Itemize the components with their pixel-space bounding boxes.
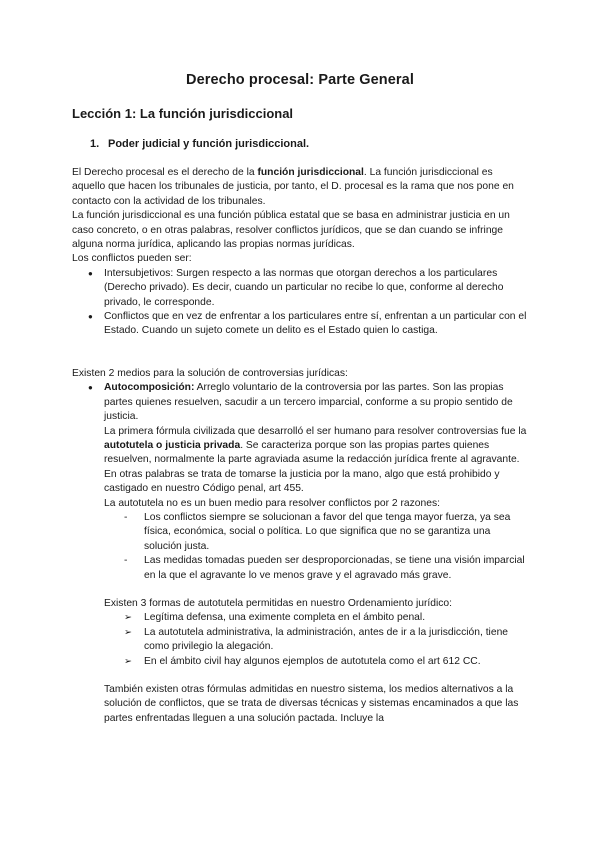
section-heading	[90, 138, 309, 150]
reasons-list	[104, 511, 528, 583]
bold-term: Autocomposición:	[104, 382, 195, 394]
forms-intro: Existen 3 formas de autotutela permitidas en nuestro Ordenamiento jurídico:	[104, 597, 452, 609]
intro-paragraph-2: La función jurisdiccional es una función pública estatal que se basa en administrar justicia en un caso concreto, o en otras palabras, resolver conflictos jurídicos, que se dan cuando se infringe alguna norma jurídica, aplicando las propias normas jurídicas.	[72, 210, 510, 251]
forms-list	[104, 611, 528, 669]
list-item: ● Conflictos que en vez de enfrentar a los particulares entre sí, enfrentan a un particular con el Estado. Cuando un sujeto comete un delito es el Estado quien lo castiga.	[72, 310, 528, 339]
final-paragraph: También existen otras fórmulas admitidas en nuestro sistema, los medios alternativos a la solución de conflictos, que se trata de diversas técnicas y sistemas encaminados a que las partes enfrentadas lleguen a una solución pactada. Incluye la	[104, 684, 519, 724]
list-item: ➢ En el ámbito civil hay algunos ejemplos de autotutela como el art 612 CC.	[104, 655, 528, 669]
list-item: ● Autocomposición: Arreglo voluntario de la controversia por las partes. Son las propias partes quienes resuelven, sacudir a un tercero imparcial, conforme a su propio sentido de justicia. La primera fórmula civilizada que desarrolló el ser humano para resolver controversias fue la autotutela o justicia privada. Se caracteriza porque son las propias partes quienes resuelven, normalmente la parte agraviada asume la redacción jurídica frente al agravante. En otras palabras se trata de tomarse la justicia por la mano, algo que está prohibido y castigado en nuestro Código penal, art 455. La autotutela no es un buen medio para resolver conflictos por 2 razones: - Los conflictos siempre se solucionan a favor del que tenga mayor fuerza, ya sea física, económica, social o política. Lo que significa que no se garantiza una solución justa. - Las medidas tomadas pueden ser desproporcionadas, se tiene una visión imparcial en la que el agravante lo ve menos grave y el agravado más grave.	[72, 381, 528, 583]
means-intro: Existen 2 medios para la solución de controversias jurídicas:	[72, 367, 348, 379]
intro-paragraph-3: Los conflictos pueden ser:	[72, 253, 192, 265]
bold-term: autotutela o justicia privada	[104, 439, 241, 451]
document-body	[72, 166, 528, 726]
forms-block	[72, 597, 528, 726]
list-item: - Los conflictos siempre se solucionan a favor del que tenga mayor fuerza, ya sea física, económica, social o política. Lo que significa que no se garantiza una solución justa.	[104, 511, 528, 554]
list-item: ● Intersubjetivos: Surgen respecto a las normas que otorgan derechos a los particulares (Derecho privado). Es decir, cuando un particular no recibe lo que, conforme al derecho privado, le corresponde.	[72, 267, 528, 310]
conflicts-list	[72, 267, 528, 339]
document-title: Derecho procesal: Parte General	[186, 72, 414, 88]
section-number: 1.	[90, 138, 100, 150]
lesson-heading: Lección 1: La función jurisdiccional	[72, 106, 294, 121]
intro-paragraph-1: El Derecho procesal es el derecho de la función jurisdiccional. La función jurisdiccional es aquello que hacen los tribunales de justicia, por tanto, el D. procesal es la rama que nos pone en contacto con la actividad de los tribunales.	[72, 167, 514, 207]
list-item: ➢ La autotutela administrativa, la administración, antes de ir a la jurisdicción, tiene como privilegio la alegación.	[104, 626, 528, 655]
section-title: Poder judicial y función jurisdiccional.	[108, 138, 310, 150]
bold-term: función jurisdiccional	[257, 167, 364, 178]
list-item: ➢ Legítima defensa, una eximente completa en el ámbito penal.	[104, 611, 528, 625]
list-item: - Las medidas tomadas pueden ser desproporcionadas, se tiene una visión imparcial en la que el agravante lo ve menos grave y el agravado más grave.	[104, 554, 528, 583]
means-list	[72, 381, 528, 583]
